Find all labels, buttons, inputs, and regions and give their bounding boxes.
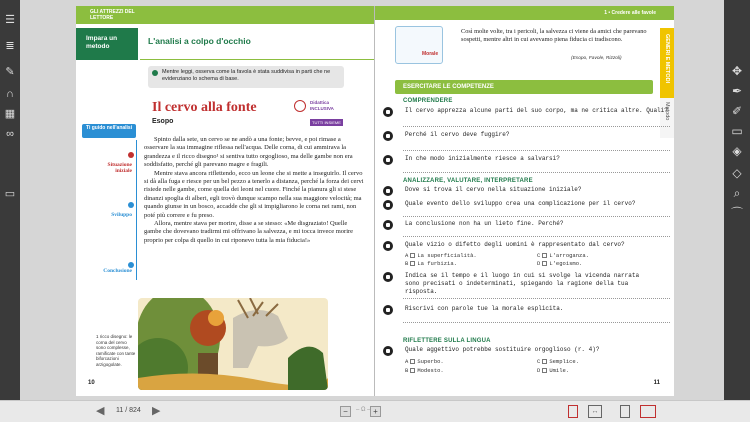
answer-line[interactable]	[403, 216, 670, 217]
eraser-icon[interactable]: ◇	[732, 166, 742, 180]
section-header-text: GLI ATTREZZI DEL LETTORE	[90, 9, 135, 21]
method-tab	[76, 28, 138, 60]
option-text: Semplice.	[549, 358, 580, 365]
question-8[interactable]	[383, 272, 666, 294]
margin-label-conclusion: Conclusione	[103, 268, 132, 274]
right-header-bar	[375, 6, 674, 20]
page-view-icon[interactable]	[620, 405, 630, 418]
question-10-text: Quale aggettivo potrebbe sostituire orgoglioso (r. 4)?	[405, 346, 600, 353]
section-language: RIFLETTERE SULLA LINGUA	[403, 338, 491, 344]
answer-line[interactable]	[403, 322, 670, 323]
option-letter: D	[537, 260, 541, 267]
zoom-out-button[interactable]: −	[340, 406, 351, 417]
option-checkbox[interactable]	[542, 368, 547, 373]
option-letter: B	[405, 260, 409, 267]
highlighter-icon[interactable]: ▭	[731, 124, 743, 138]
question-9-bullet	[383, 305, 393, 315]
option-text: La furbizia.	[417, 260, 457, 267]
right-page	[375, 6, 674, 396]
guide-box	[82, 124, 136, 138]
q7-option-d[interactable]	[537, 260, 582, 267]
margin-label-situation: Situazione iniziale	[107, 162, 132, 174]
link-icon[interactable]: ∞	[6, 128, 14, 140]
genres-side-tab[interactable]	[660, 28, 674, 98]
question-4-bullet	[383, 186, 393, 196]
moral-source: (Esopo, Favole, Rizzoli)	[571, 56, 622, 61]
section-header-bar	[76, 6, 374, 24]
story-paragraph-1: Spinto dalla sete, un cervo se ne andò a una fonte; bevve, e poi rimase a osservare la sua immagine riflessa nell'acqua. Delle corna, di cui ammirava la grandezza e il ricco disegno¹ si sentiva tutto orgoglioso, ma delle gambe non era soddisfatto, perché gli parevano magre e fragili.	[144, 136, 353, 169]
shapes-icon[interactable]: ◈	[732, 144, 742, 158]
marker-icon[interactable]: ✐	[731, 104, 743, 118]
question-9[interactable]	[383, 305, 666, 317]
question-6-text: La conclusione non ha un lieto fine. Perché?	[405, 220, 564, 227]
pencil-icon[interactable]: ✎	[5, 66, 15, 78]
single-page-view-icon[interactable]	[568, 405, 578, 418]
deer-illustration	[138, 298, 328, 390]
question-10[interactable]	[383, 346, 666, 358]
footnote: 1 ricco disegno: le corna del cervo sono complesse, ramificate con tante biforcazioni arzigogolate.	[96, 334, 136, 367]
story-paragraph-2: Mentre stava ancora riflettendo, ecco un leone che si mette a inseguirlo. Il cervo si dà alla fuga e riesce per un bel pezzo a tenerlo a distanza, perché la forza dei cervi risiede nelle gambe, come quella dei leoni nel cuore. Finché la pianura gli si stese dinanzi spoglia di alberi, egli trovò dunque scampo nella sua maggiore velocità; ma quando giunse in un bosco, accadde che gli si impigliarono le corna nei rami, non poté più correre e fu preso.	[144, 169, 364, 219]
answer-line[interactable]	[403, 236, 670, 237]
side-tab-label: GENERI E METODI	[664, 34, 670, 84]
question-7-text: Quale vizio o difetto degli uomini è rappresentato dal cervo?	[405, 241, 625, 248]
story-paragraph-3: Allora, mentre stava per morire, disse a se stesso: «Me disgraziato! Quelle gambe che dovevano tradirmi mi offrivano la salvezza, e mi tocca invece morire proprio per colpa di quello in cui riponevo tutta la mia fiducia!»	[144, 220, 354, 244]
q10-option-d[interactable]	[537, 367, 569, 374]
zoom-slider[interactable]: – Ω –	[356, 407, 371, 413]
next-page-arrow-icon[interactable]: ▶	[152, 405, 161, 417]
grid-icon[interactable]: ▦	[4, 108, 16, 120]
question-10-bullet	[383, 346, 393, 356]
margin-bracket	[136, 140, 140, 280]
question-1[interactable]	[383, 107, 666, 119]
left-toolbar	[0, 0, 20, 400]
option-checkbox[interactable]	[410, 359, 415, 364]
question-1-text: Il cervo apprezza alcune parti del suo corpo, ma ne critica altre. Quali?	[405, 107, 668, 114]
clip-icon[interactable]: ⌒	[730, 206, 743, 220]
option-checkbox[interactable]	[542, 359, 547, 364]
question-5-text: Quale evento dello sviluppo crea una complicazione per il cervo?	[405, 200, 636, 207]
option-checkbox[interactable]	[410, 261, 415, 266]
folder-icon[interactable]: ▭	[4, 188, 16, 200]
q10-option-b[interactable]	[405, 367, 444, 374]
fit-width-icon[interactable]: ↔	[588, 405, 602, 418]
double-page-view-icon[interactable]	[640, 405, 656, 418]
option-checkbox[interactable]	[542, 253, 547, 258]
option-checkbox[interactable]	[410, 253, 415, 258]
question-5-bullet	[383, 200, 393, 210]
side-tab2-label: Metodo	[664, 102, 670, 121]
audio-icon[interactable]	[294, 100, 306, 112]
section-comprehend: COMPRENDERE	[403, 98, 453, 104]
q7-option-a[interactable]	[405, 252, 477, 259]
margin-label-development: Sviluppo	[111, 212, 132, 218]
method-title: L'analisi a colpo d'occhio	[148, 36, 251, 46]
answer-line[interactable]	[403, 298, 670, 299]
exercise-header-text: ESERCITARE LE COMPETENZE	[403, 84, 494, 90]
question-6[interactable]	[383, 220, 666, 232]
story-body	[144, 136, 364, 245]
move-cursor-icon[interactable]: ✥	[731, 64, 743, 78]
pen-icon[interactable]: ✒	[731, 84, 743, 98]
exercise-header	[395, 80, 653, 94]
answer-line[interactable]	[403, 172, 670, 173]
option-letter: A	[405, 252, 409, 259]
arrow-icon	[152, 70, 158, 76]
headphones-icon[interactable]: ∩	[6, 88, 14, 100]
option-checkbox[interactable]	[410, 368, 415, 373]
option-text: L'arroganza.	[549, 252, 589, 259]
situation-marker	[128, 152, 134, 158]
option-letter: C	[537, 252, 541, 259]
guide-title: Ti guido nell'analisi	[86, 125, 133, 131]
moral-badge	[395, 26, 443, 64]
question-2-bullet	[383, 131, 393, 141]
question-7-bullet	[383, 241, 393, 251]
method-title-bar	[140, 28, 374, 60]
attach-icon[interactable]: ⌕	[733, 186, 741, 200]
question-2-text: Perché il cervo deve fuggire?	[405, 131, 510, 138]
question-5[interactable]	[383, 200, 666, 212]
zoom-in-button[interactable]: +	[370, 406, 381, 417]
q7-option-c[interactable]	[537, 252, 589, 259]
instruction-text: Mentre leggi, osserva come la favola è stata suddivisa in parti che ne evidenziano lo schema di base.	[162, 69, 331, 82]
prev-page-arrow-icon[interactable]: ◀	[96, 405, 105, 417]
story-author: Esopo	[152, 118, 174, 125]
answer-line[interactable]	[403, 126, 670, 127]
option-checkbox[interactable]	[542, 261, 547, 266]
question-6-bullet	[383, 220, 393, 230]
option-letter: D	[537, 367, 541, 374]
option-letter: C	[537, 358, 541, 365]
list-icon[interactable]: ≣	[5, 40, 15, 52]
page-number-right: 11	[653, 380, 660, 386]
question-4[interactable]	[383, 186, 666, 198]
question-8-bullet	[383, 272, 393, 282]
left-page	[76, 6, 374, 396]
question-4-text: Dove si trova il cervo nella situazione iniziale?	[405, 186, 582, 193]
instruction-box	[148, 66, 344, 88]
q7-option-b[interactable]	[405, 260, 457, 267]
inclusive-badge	[310, 100, 350, 125]
option-text: Modesto.	[417, 367, 444, 374]
method-tab-label: Impara un metodo	[86, 35, 118, 50]
chapter-header: 1 • Credere alle favole	[604, 10, 656, 16]
badge-label: Didattica INCLUSIVA	[310, 100, 334, 111]
option-text: La superficialità.	[417, 252, 477, 259]
bottom-navigation-bar	[0, 400, 750, 422]
page-number-left: 10	[88, 380, 95, 386]
option-letter: A	[405, 358, 409, 365]
page-indicator[interactable]: 11 / 824	[116, 407, 141, 414]
question-9-text: Riscrivi con parole tue la morale esplicita.	[405, 305, 564, 312]
question-3-bullet	[383, 155, 393, 165]
question-3[interactable]	[383, 155, 666, 167]
option-letter: B	[405, 367, 409, 374]
q10-option-a[interactable]	[405, 358, 444, 365]
story-title: Il cervo alla fonte	[152, 100, 257, 115]
badge-sub: TUTTI INSIEME	[312, 120, 341, 125]
section-analyze: ANALIZZARE, VALUTARE, INTERPRETARE	[403, 178, 533, 184]
q10-option-c[interactable]	[537, 358, 579, 365]
question-3-text: In che modo inizialmente riesce a salvarsi?	[405, 155, 560, 162]
option-text: Superbo.	[417, 358, 444, 365]
option-text: L'egoismo.	[549, 260, 583, 267]
right-toolbar	[724, 0, 750, 400]
moral-label: Morale	[422, 51, 439, 57]
option-text: Umile.	[549, 367, 570, 374]
table-of-contents-icon[interactable]: ☰	[5, 14, 15, 26]
answer-line[interactable]	[403, 150, 670, 151]
question-2[interactable]	[383, 131, 666, 143]
question-1-bullet	[383, 107, 393, 117]
moral-text: Così molte volte, tra i pericoli, la salvezza ci viene da amici che parevano sospetti, mentre altri in cui avevamo piena fiducia ci tradiscono.	[461, 28, 647, 44]
question-8-text: Indica se il tempo e il luogo in cui si svolge la vicenda narrata sono precisati o indeterminati, spiegando la ragione della tua risposta.	[405, 272, 640, 295]
development-marker	[128, 202, 134, 208]
